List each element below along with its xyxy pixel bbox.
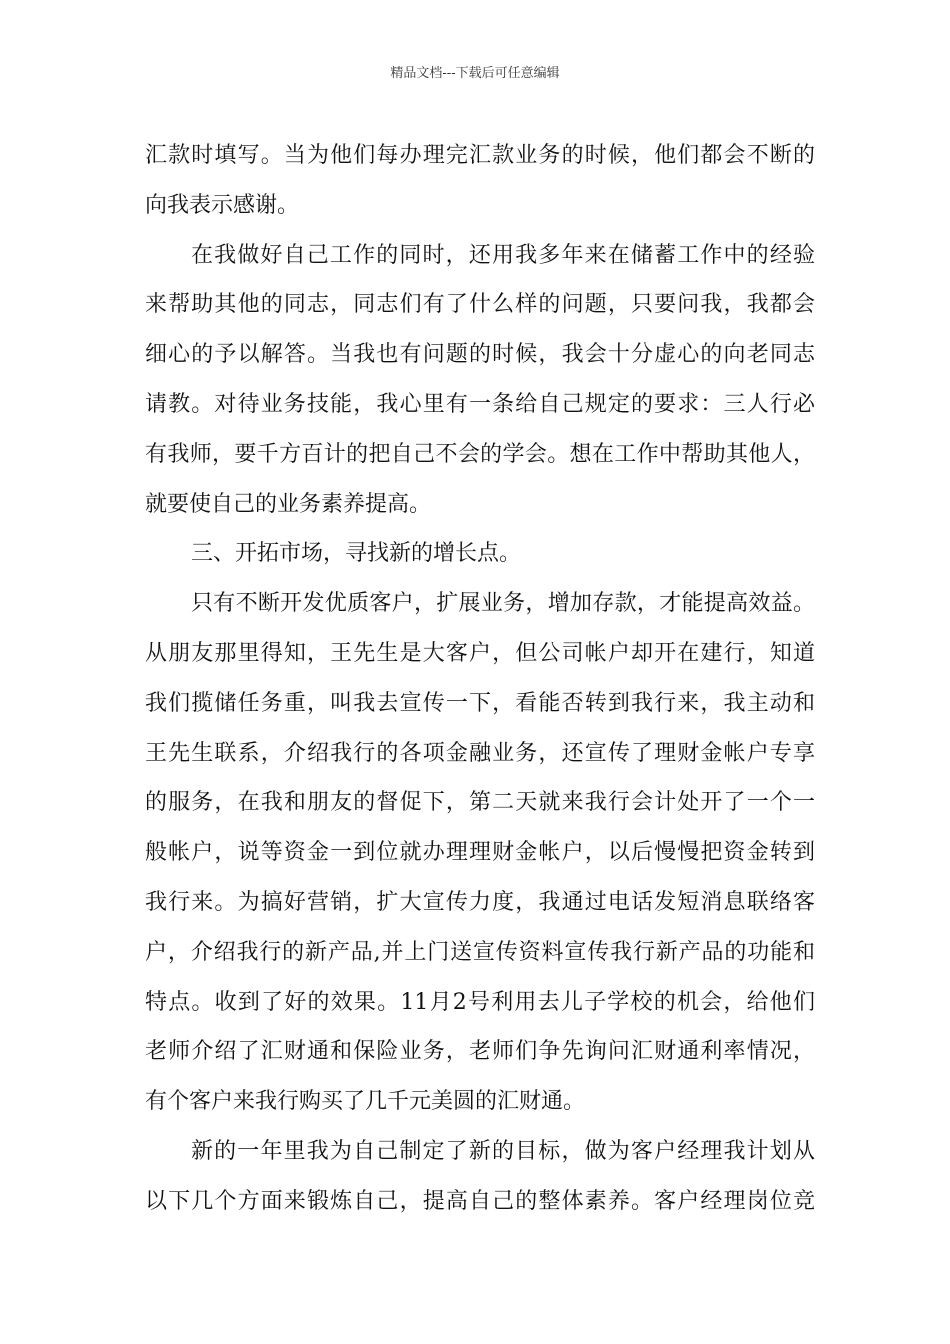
text-line: 我们揽储任务重，叫我去宣传一下，看能否转到我行来，我主动和 (145, 690, 815, 716)
text-line: 向我表示感谢。 (145, 192, 300, 218)
section-heading: 三、开拓市场，寻找新的增长点。 (191, 541, 522, 567)
paragraph-first-line: 只有不断开发优质客户，扩展业务，增加存款，才能提高效益。 (191, 591, 815, 617)
text-line: 有个客户来我行购买了几千元美圆的汇财通。 (145, 1089, 586, 1115)
paragraph-first-line: 在我做好自己工作的同时，还用我多年来在储蓄工作中的经验 (191, 242, 815, 268)
text-line: 请教。对待业务技能，我心里有一条给自己规定的要求：三人行必 (145, 391, 815, 417)
page-header: 精品文档---下载后可任意编辑 (390, 66, 560, 81)
text-line: 特点。收到了好的效果。11月2号利用去儿子学校的机会，给他们 (145, 989, 815, 1015)
text-line: 细心的予以解答。当我也有问题的时候，我会十分虚心的向老同志 (145, 342, 815, 368)
text-line: 就要使自己的业务素养提高。 (145, 491, 432, 517)
text-line: 般帐户，说等资金一到位就办理理财金帐户，以后慢慢把资金转到 (145, 840, 815, 866)
text-line: 来帮助其他的同志，同志们有了什么样的问题，只要问我，我都会 (145, 292, 815, 318)
text-line: 老师介绍了汇财通和保险业务，老师们争先询问汇财通利率情况， (145, 1039, 815, 1065)
text-line: 以下几个方面来锻炼自己，提高自己的整体素养。客户经理岗位竞 (145, 1188, 815, 1214)
text-line: 有我师，要千方百计的把自己不会的学会。想在工作中帮助其他人， (145, 441, 815, 467)
paragraph-first-line: 新的一年里我为自己制定了新的目标，做为客户经理我计划从 (191, 1138, 815, 1164)
text-line: 的服务，在我和朋友的督促下，第二天就来我行会计处开了一个一 (145, 790, 815, 816)
text-line: 王先生联系，介绍我行的各项金融业务，还宣传了理财金帐户专享 (145, 740, 815, 766)
text-line: 户，介绍我行的新产品,并上门送宣传资料宣传我行新产品的功能和 (145, 939, 815, 965)
text-line: 汇款时填写。当为他们每办理完汇款业务的时候，他们都会不断的 (145, 143, 815, 168)
text-line: 我行来。为搞好营销，扩大宣传力度，我通过电话发短消息联络客 (145, 889, 815, 915)
document-body (145, 131, 815, 1227)
text-line: 从朋友那里得知，王先生是大客户，但公司帐户却开在建行，知道 (145, 640, 815, 666)
